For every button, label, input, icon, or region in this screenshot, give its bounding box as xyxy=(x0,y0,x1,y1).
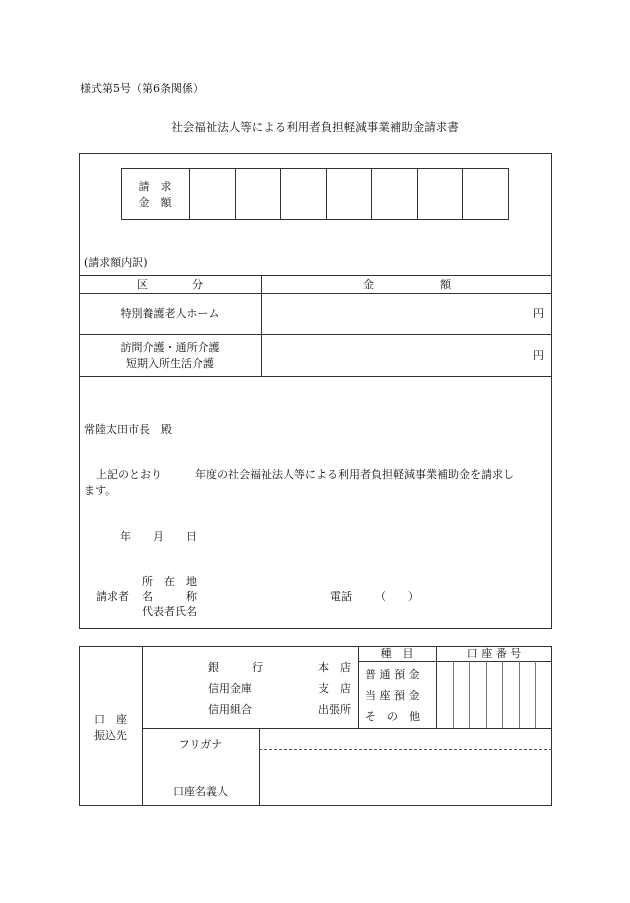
bank-type-1: 銀 行 xyxy=(208,661,263,674)
request-date: 年 月 日 xyxy=(120,530,197,543)
address-label: 所 在 地 xyxy=(142,575,197,588)
bank-type-3: 信用組合 xyxy=(208,703,252,716)
account-type-3: そ の 他 xyxy=(365,710,420,723)
claim-label-1: 請 求 xyxy=(138,180,172,193)
account-type-1: 普 通 預 金 xyxy=(365,668,420,681)
name-label: 名 称 xyxy=(142,590,197,603)
bank-section-label-2: 振込先 xyxy=(94,729,127,742)
account-holder-label: 口座名義人 xyxy=(173,785,228,798)
branch-type-3: 出張所 xyxy=(318,703,351,716)
account-type-2: 当 座 預 金 xyxy=(365,689,420,702)
phone-parens: （ ） xyxy=(375,590,419,603)
representative-label: 代表者氏名 xyxy=(142,605,197,618)
furigana-label: フリガナ xyxy=(178,738,223,751)
bank-type-2: 信用金庫 xyxy=(208,682,252,695)
phone-label: 電話 xyxy=(330,590,352,603)
breakdown-caption: (請求額内訳) xyxy=(84,256,148,269)
addressee: 常陸太田市長 殿 xyxy=(84,423,172,436)
request-body-1: 上記のとおり 年度の社会福祉法人等による利用者負担軽減事業補助金を請求し xyxy=(96,468,514,481)
branch-type-1: 本 店 xyxy=(318,661,351,674)
bank-section-label-1: 口 座 xyxy=(94,713,127,726)
bank-account-box xyxy=(79,646,552,806)
form-number: 様式第5号（第6条関係） xyxy=(80,82,204,95)
row2-label-2: 短期入所生活介護 xyxy=(126,357,214,370)
claimant-label: 請求者 xyxy=(96,590,129,603)
row1-unit: 円 xyxy=(533,307,544,320)
account-number-header: 口 座 番 号 xyxy=(466,647,522,660)
row2-label-1: 訪問介護・通所介護 xyxy=(120,341,220,354)
col-category-header: 区 分 xyxy=(137,278,203,291)
claim-amount-box xyxy=(121,168,509,220)
claim-label-2: 金 額 xyxy=(138,196,172,209)
request-body-2: ます。 xyxy=(84,484,117,497)
col-amount-header: 金 額 xyxy=(363,278,451,291)
row2-unit: 円 xyxy=(533,349,544,362)
main-form-box xyxy=(79,153,552,629)
branch-type-2: 支 店 xyxy=(318,682,351,695)
account-type-header: 種 目 xyxy=(380,647,414,660)
row1-label: 特別養護老人ホーム xyxy=(120,307,220,320)
page-title: 社会福祉法人等による利用者負担軽減事業補助金請求書 xyxy=(171,120,459,134)
